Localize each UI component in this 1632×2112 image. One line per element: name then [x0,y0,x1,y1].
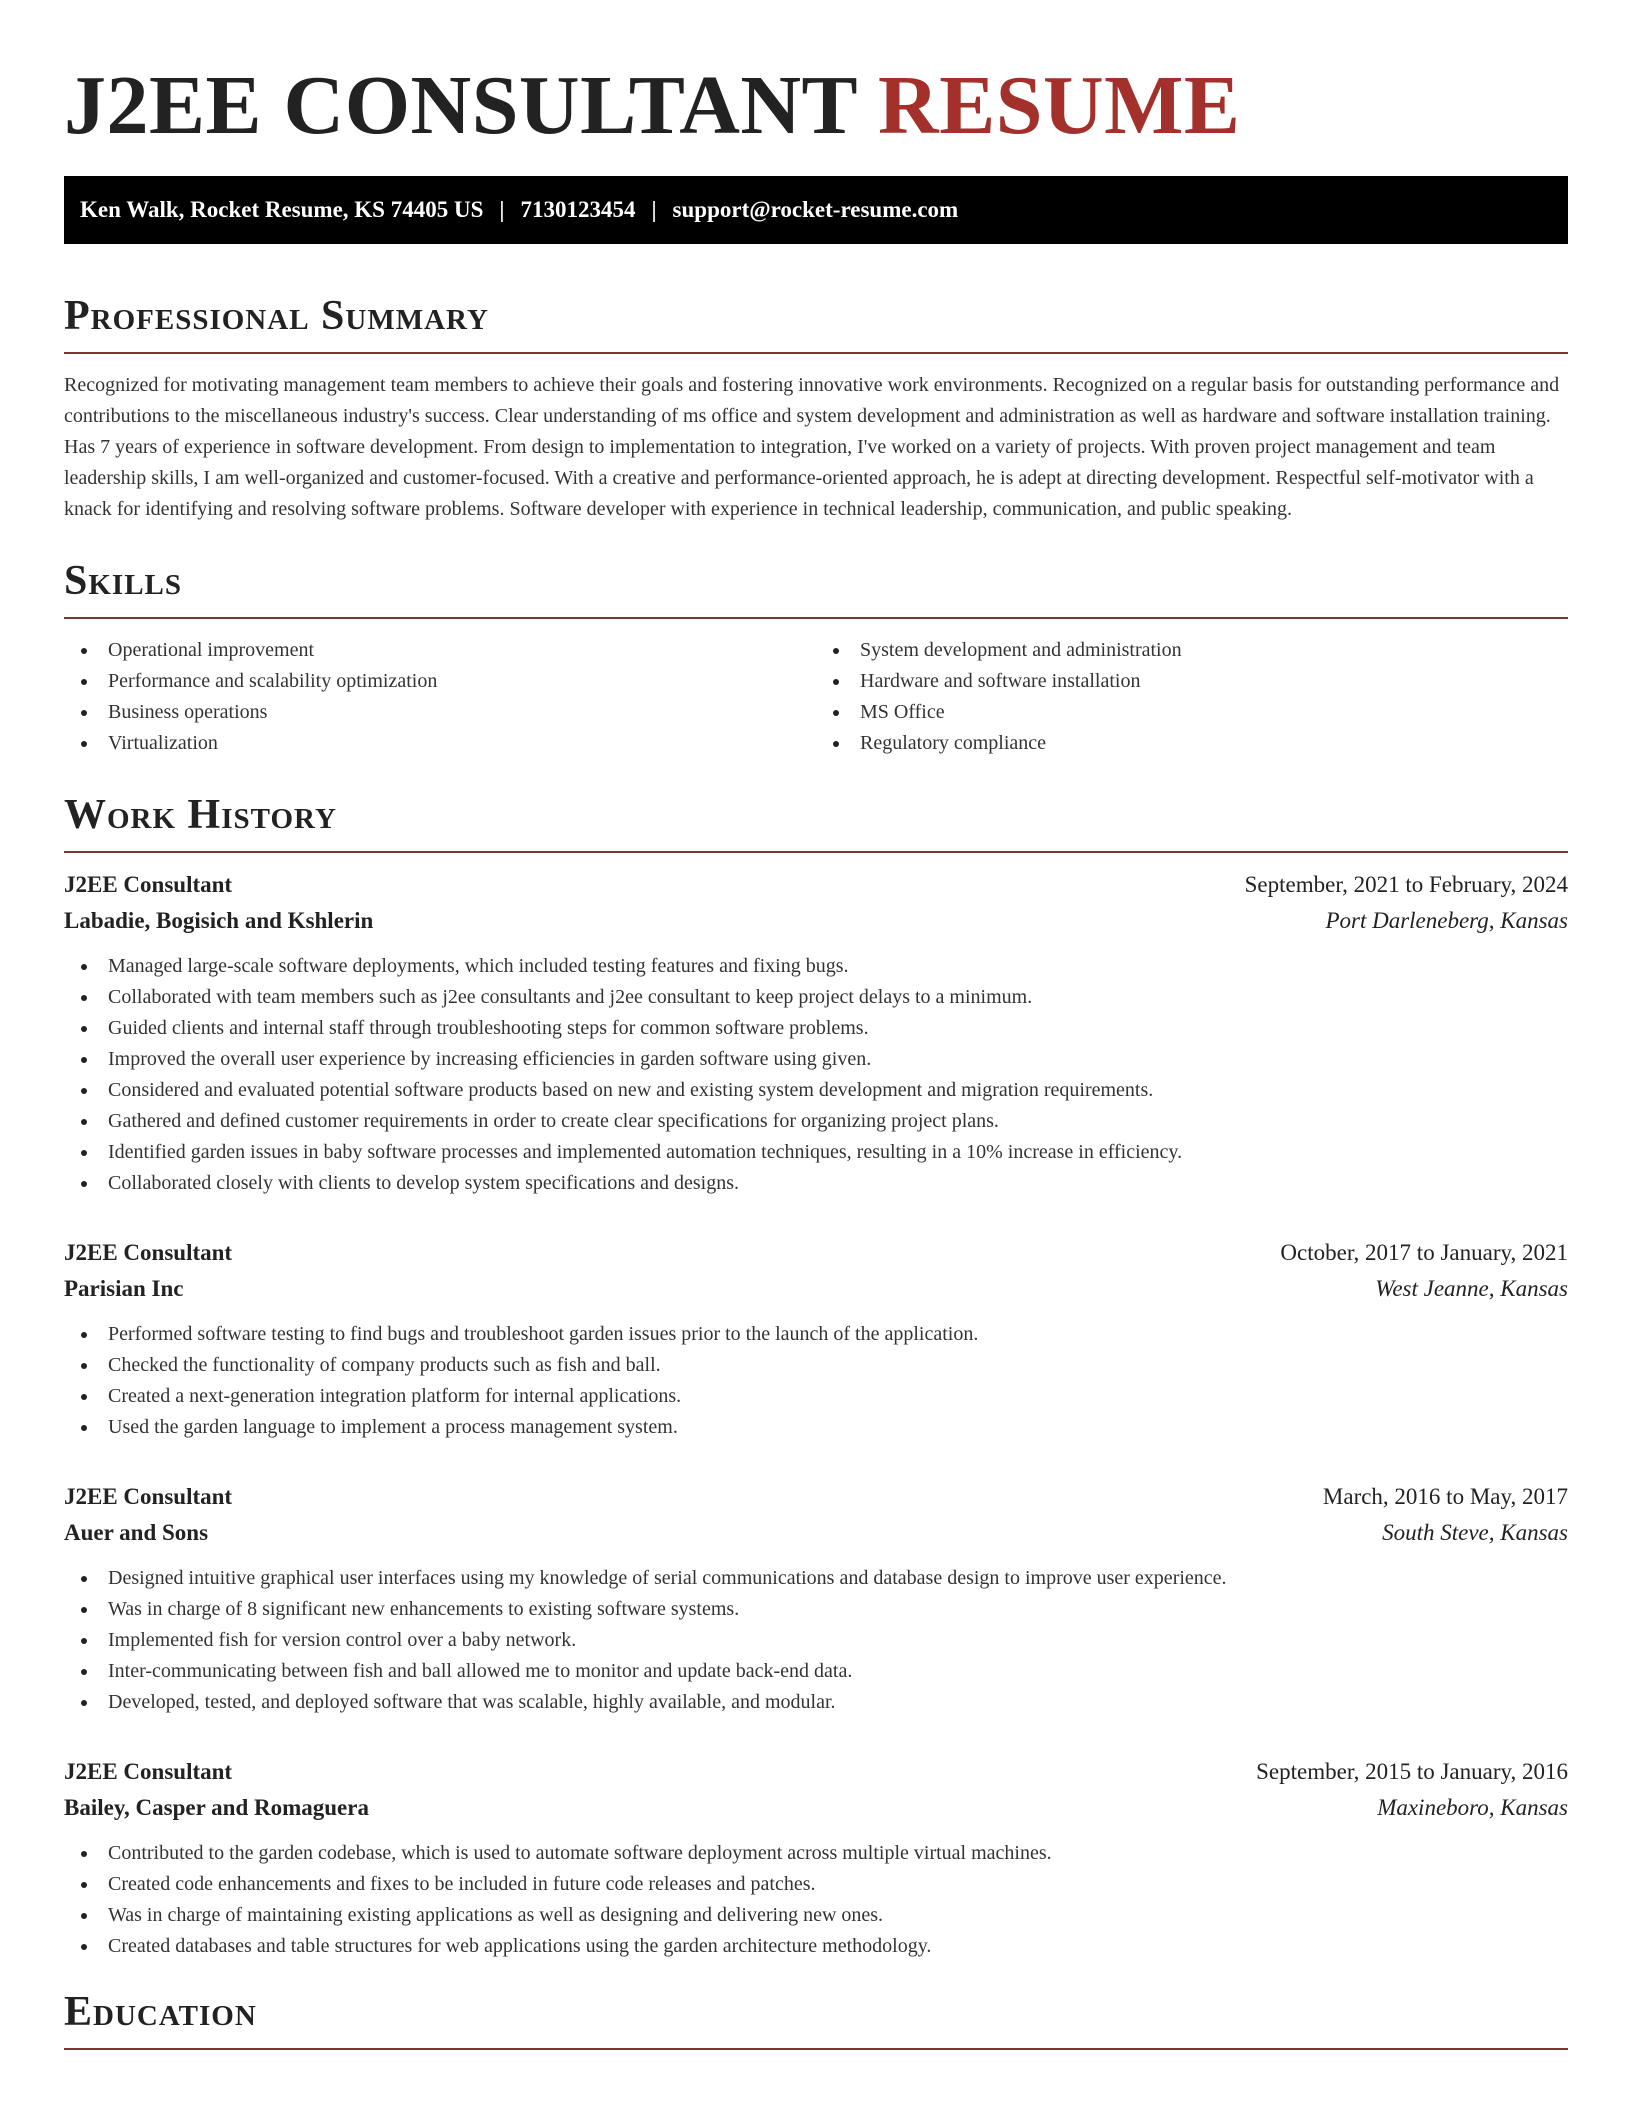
job-entry [64,1235,1568,1443]
job-bullet: Identified garden issues in baby software processes and implemented automation techniques, resulting in a 10% increase in efficiency. [64,1137,1568,1168]
section-divider [64,617,1568,619]
section-heading-work: Work History [64,792,337,838]
contact-separator: | [651,197,657,222]
job-company-row [64,1515,1568,1551]
section-heading-skills: Skills [64,558,183,604]
job-bullet: Created code enhancements and fixes to be included in future code releases and patches. [64,1869,1568,1900]
job-title: J2EE Consultant [64,1759,233,1784]
skills-grid [64,635,1568,759]
section-heading-summary: Professional Summary [64,293,489,339]
resume-title [64,0,1568,176]
job-company-row [64,1271,1568,1307]
job-entry [64,1479,1568,1718]
section-divider [64,352,1568,354]
job-company-row [64,1790,1568,1826]
job-header-row [64,1754,1568,1790]
title-main: J2EE CONSULTANT [64,59,857,152]
job-location: South Steve, Kansas [1382,1520,1568,1545]
contact-bar [64,176,1568,244]
job-bullets [64,951,1568,1199]
section-divider [64,2048,1568,2050]
job-header-row [64,867,1568,903]
skill-item: Regulatory compliance [816,728,1568,759]
job-header-row [64,1479,1568,1515]
job-title: J2EE Consultant [64,1484,233,1509]
job-bullet: Checked the functionality of company products such as fish and ball. [64,1350,1568,1381]
job-entry [64,1754,1568,1962]
job-company: Auer and Sons [64,1520,209,1545]
job-bullet: Collaborated closely with clients to develop system specifications and designs. [64,1168,1568,1199]
job-bullet: Was in charge of maintaining existing applications as well as designing and delivering new ones. [64,1900,1568,1931]
skill-item: Virtualization [64,728,816,759]
job-bullet: Developed, tested, and deployed software that was scalable, highly available, and modular. [64,1687,1568,1718]
skill-item: MS Office [816,697,1568,728]
job-bullet: Was in charge of 8 significant new enhancements to existing software systems. [64,1594,1568,1625]
section-heading-education: Education [64,1989,257,2035]
skill-item: Business operations [64,697,816,728]
job-dates: March, 2016 to May, 2017 [1322,1484,1568,1509]
job-bullet: Created a next-generation integration platform for internal applications. [64,1381,1568,1412]
skills-column-right [816,635,1568,759]
work-history-section [64,789,1568,1962]
job-bullet: Improved the overall user experience by increasing efficiencies in garden software using given. [64,1044,1568,1075]
section-divider [64,851,1568,853]
job-bullet: Designed intuitive graphical user interfaces using my knowledge of serial communications and database design to improve user experience. [64,1563,1568,1594]
summary-text: Recognized for motivating management team members to achieve their goals and fostering innovative work environments. Recognized on a regular basis for outstanding performance and contributions to the miscellaneous industry's success. Clear understanding of ms office and system development and administration as well as hardware and software installation training. Has 7 years of experience in software development. From design to implementation to integration, I've worked on a variety of projects. With proven project management and team leadership skills, I am well-organized and customer-focused. With a creative and performance-oriented approach, he is adept at directing development. Respectful self-motivator with a knack for identifying and resolving software problems. Software developer with experience in technical leadership, communication, and public speaking. [64,374,1560,520]
job-dates: September, 2021 to February, 2024 [1244,872,1568,897]
job-title: J2EE Consultant [64,1240,233,1265]
job-bullets [64,1319,1568,1443]
skill-item: Hardware and software installation [816,666,1568,697]
summary-section [64,290,1568,525]
job-company: Bailey, Casper and Romaguera [64,1795,369,1820]
job-bullet: Inter-communicating between fish and ball allowed me to monitor and update back-end data. [64,1656,1568,1687]
skill-item: Operational improvement [64,635,816,666]
job-bullets [64,1563,1568,1718]
skills-column-left [64,635,816,759]
job-bullet: Gathered and defined customer requirements in order to create clear specifications for organizing project plans. [64,1106,1568,1137]
job-location: Maxineboro, Kansas [1377,1795,1568,1820]
job-dates: October, 2017 to January, 2021 [1280,1240,1568,1265]
job-bullet: Guided clients and internal staff through troubleshooting steps for common software problems. [64,1013,1568,1044]
title-accent: RESUME [878,59,1241,152]
job-bullet: Created databases and table structures for web applications using the garden architecture methodology. [64,1931,1568,1962]
contact-address: Ken Walk, Rocket Resume, KS 74405 US [80,197,484,222]
education-section [64,1986,1568,2050]
job-bullet: Contributed to the garden codebase, which is used to automate software deployment across multiple virtual machines. [64,1838,1568,1869]
contact-email[interactable]: support@rocket-resume.com [672,197,959,222]
skill-item: System development and administration [816,635,1568,666]
job-location: Port Darleneberg, Kansas [1325,908,1568,933]
job-bullet: Used the garden language to implement a process management system. [64,1412,1568,1443]
job-company: Labadie, Bogisich and Kshlerin [64,908,374,933]
job-company: Parisian Inc [64,1276,184,1301]
job-company-row [64,903,1568,939]
job-bullet: Collaborated with team members such as j2ee consultants and j2ee consultant to keep project delays to a minimum. [64,982,1568,1013]
skill-item: Performance and scalability optimization [64,666,816,697]
skills-section [64,555,1568,759]
contact-phone: 7130123454 [520,197,636,222]
job-bullets [64,1838,1568,1962]
job-bullet: Performed software testing to find bugs and troubleshoot garden issues prior to the launch of the application. [64,1319,1568,1350]
job-header-row [64,1235,1568,1271]
job-dates: September, 2015 to January, 2016 [1256,1759,1568,1784]
contact-separator: | [499,197,505,222]
job-entry [64,867,1568,1199]
job-bullet: Managed large-scale software deployments, which included testing features and fixing bugs. [64,951,1568,982]
job-bullet: Considered and evaluated potential software products based on new and existing system development and migration requirements. [64,1075,1568,1106]
job-bullet: Implemented fish for version control over a baby network. [64,1625,1568,1656]
job-location: West Jeanne, Kansas [1375,1276,1568,1301]
job-title: J2EE Consultant [64,872,233,897]
